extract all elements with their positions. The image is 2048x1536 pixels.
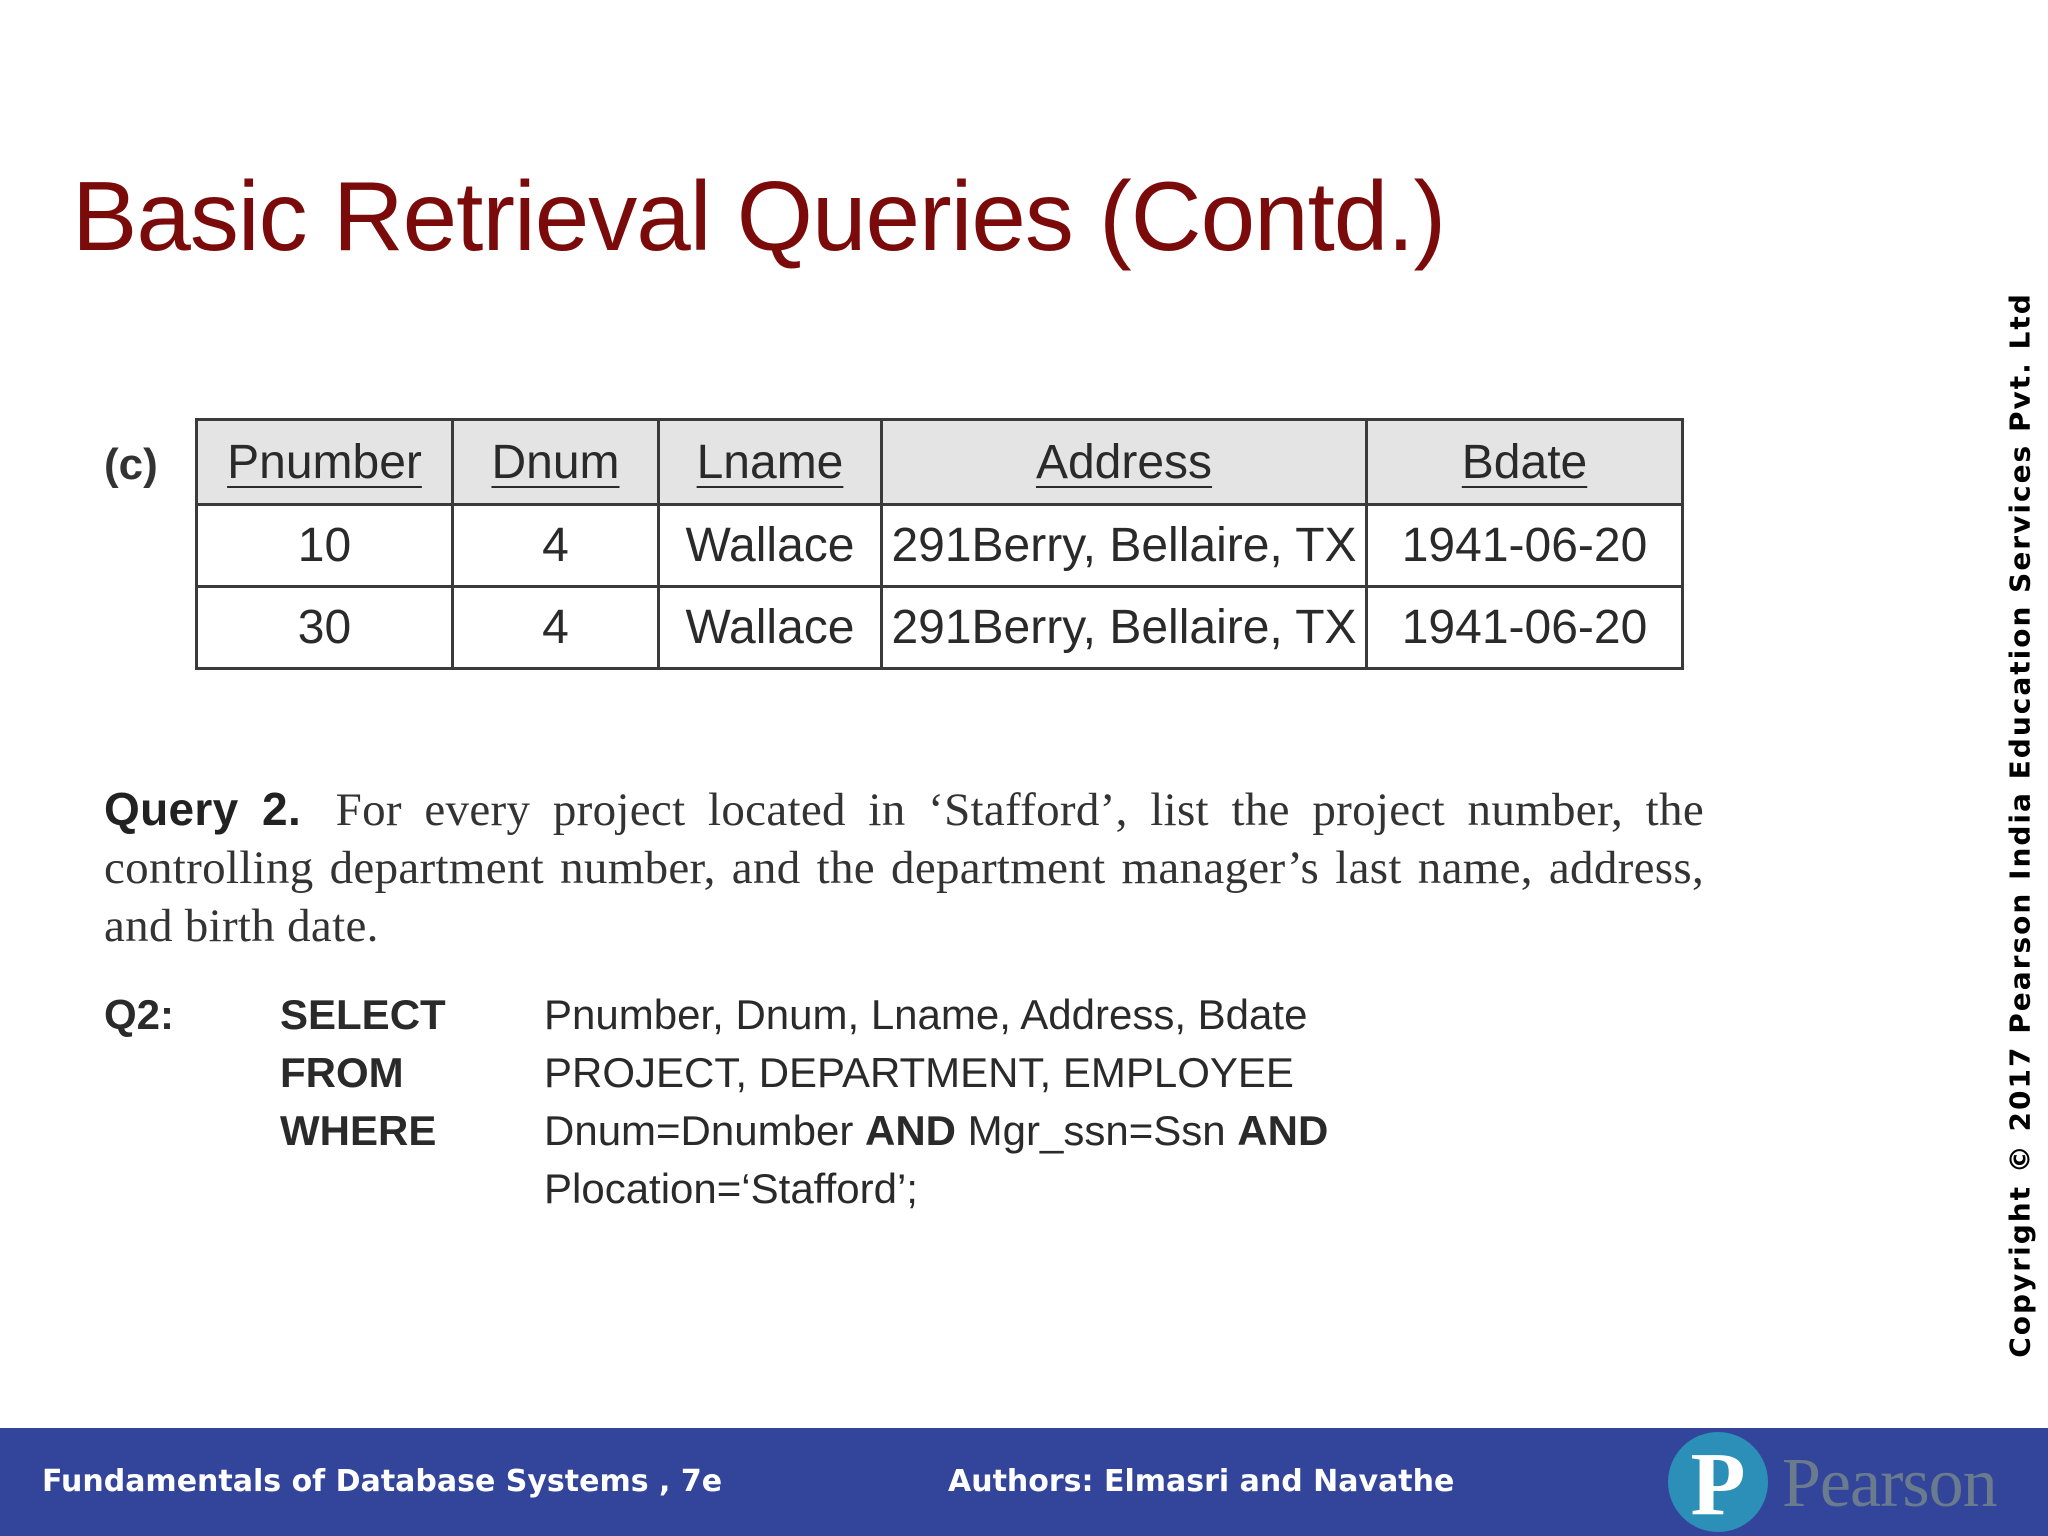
where-condition-2: Mgr_ssn=Ssn (967, 1107, 1226, 1154)
table-cell: Wallace (659, 505, 882, 587)
slide-title: Basic Retrieval Queries (Contd.) (72, 161, 1446, 271)
where-clause (544, 1102, 1328, 1160)
table-cell: 4 (453, 587, 659, 669)
table-cell: 291Berry, Bellaire, TX (882, 505, 1367, 587)
footer-bar (0, 1428, 2048, 1536)
column-header-lname: Lname (659, 420, 882, 505)
query-description (104, 780, 1704, 955)
table-header-row (197, 420, 1683, 505)
table-row (197, 505, 1683, 587)
where-condition-3: Plocation=‘Stafford’; (544, 1165, 918, 1212)
and-keyword: AND (1237, 1107, 1329, 1154)
pearson-logo-icon: P (1668, 1432, 1768, 1532)
select-clause: Pnumber, Dnum, Lname, Address, Bdate (544, 991, 1308, 1038)
footer-authors: Authors: Elmasri and Navathe (948, 1464, 1455, 1499)
column-header-address: Address (882, 420, 1367, 505)
where-condition-1: Dnum=Dnumber (544, 1107, 854, 1154)
sql-tag: Q2: (104, 991, 175, 1038)
table-cell: 291Berry, Bellaire, TX (882, 587, 1367, 669)
column-header-dnum: Dnum (453, 420, 659, 505)
table-row (197, 587, 1683, 669)
table-cell: 30 (197, 587, 453, 669)
from-clause: PROJECT, DEPARTMENT, EMPLOYEE (544, 1049, 1294, 1096)
select-keyword: SELECT (280, 991, 446, 1038)
and-keyword: AND (864, 1107, 956, 1154)
where-keyword: WHERE (280, 1107, 437, 1154)
copyright-notice: Copyright © 2017 Pearson India Education Services Pvt. Ltd (2003, 292, 2037, 1358)
query-label: Query 2. (104, 783, 302, 835)
table-cell: 4 (453, 505, 659, 587)
column-header-pnumber: Pnumber (197, 420, 453, 505)
table-cell: 1941-06-20 (1367, 587, 1683, 669)
table-cell: Wallace (659, 587, 882, 669)
table-cell: 1941-06-20 (1367, 505, 1683, 587)
pearson-logo-wordmark: Pearson (1782, 1445, 1997, 1522)
result-table (195, 418, 1684, 670)
figure-label: (c) (104, 440, 158, 489)
column-header-bdate: Bdate (1367, 420, 1683, 505)
footer-book-title: Fundamentals of Database Systems , 7e (42, 1464, 723, 1499)
from-keyword: FROM (280, 1049, 404, 1096)
query-text: For every project located in ‘Stafford’, list the project number, the controlling department number, and the department manager’s last name, address, and birth date. (104, 784, 1704, 952)
table-cell: 10 (197, 505, 453, 587)
